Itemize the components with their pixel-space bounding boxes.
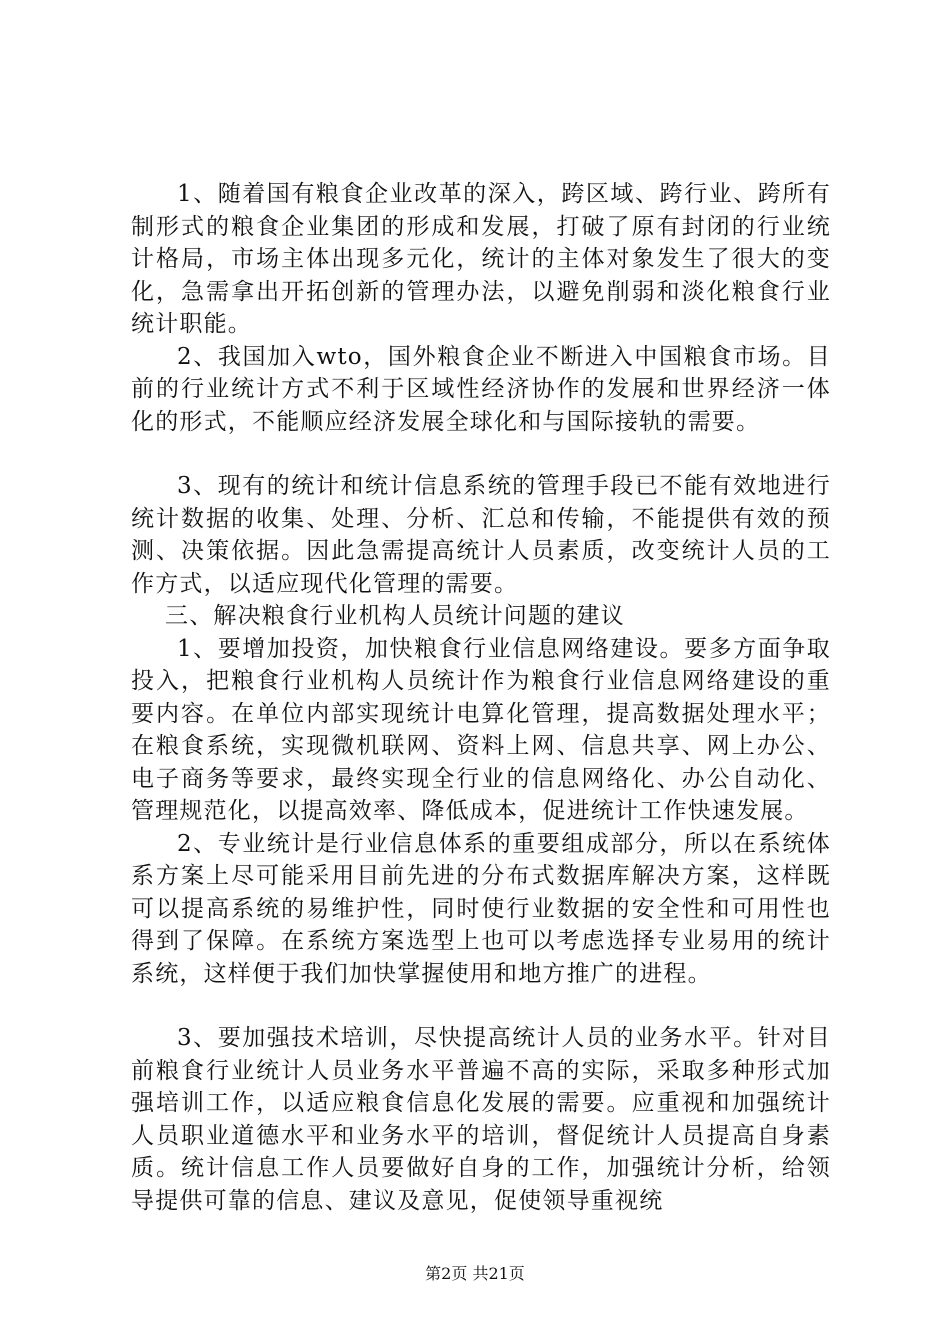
suggestion-3: 3、要加强技术培训，尽快提高统计人员的业务水平。针对目前粮食行业统计人员业务水平普遍不高的实际，采取多种形式加强培训工作，以适应粮食信息化发展的需要。应重视和加强统计人员职业道德水平和业务水平的培训，督促统计人员提高自身素质。统计信息工作人员要做好自身的工作，加强统计分析，给领导提供可靠的信息、建议及意见，促使领导重视统 <box>131 1025 831 1214</box>
suggestion-1: 1、要增加投资，加快粮食行业信息网络建设。要多方面争取投入，把粮食行业机构人员统计作为粮食行业信息网络建设的重要内容。在单位内部实现统计电算化管理，提高数据处理水平；在粮食系统，实现微机联网、资料上网、信息共享、网上办公、电子商务等要求，最终实现全行业的信息网络化、办公自动化、管理规范化，以提高效率、降低成本，促进统计工作快速发展。 <box>131 635 831 824</box>
paragraph-point-3: 3、现有的统计和统计信息系统的管理手段已不能有效地进行统计数据的收集、处理、分析、汇总和传输，不能提供有效的预测、决策依据。因此急需提高统计人员素质，改变统计人员的工作方式，以适应现代化管理的需要。 <box>131 473 831 597</box>
document-body <box>131 178 831 1217</box>
paragraph-point-1: 1、随着国有粮食企业改革的深入，跨区域、跨行业、跨所有制形式的粮食企业集团的形成和发展，打破了原有封闭的行业统计格局，市场主体出现多元化，统计的主体对象发生了很大的变化，急需拿出开拓创新的管理办法，以避免削弱和淡化粮食行业统计职能。 <box>131 181 831 337</box>
suggestion-2: 2、专业统计是行业信息体系的重要组成部分，所以在系统体系方案上尽可能采用目前先进的分布式数据库解决方案，这样既可以提高系统的易维护性，同时使行业数据的安全性和可用性也得到了保障。在系统方案选型上也可以考虑选择专业易用的统计系统，这样便于我们加快掌握使用和地方推广的进程。 <box>131 830 831 987</box>
paragraph-point-2: 2、我国加入wto，国外粮食企业不断进入中国粮食市场。目前的行业统计方式不利于区域性经济协作的发展和世界经济一体化的形式，不能顺应经济发展全球化和与国际接轨的需要。 <box>131 343 831 435</box>
section-heading: 三、解决粮食行业机构人员统计问题的建议 <box>165 603 625 629</box>
page-number-footer: 第2页 共21页 <box>425 1264 525 1283</box>
